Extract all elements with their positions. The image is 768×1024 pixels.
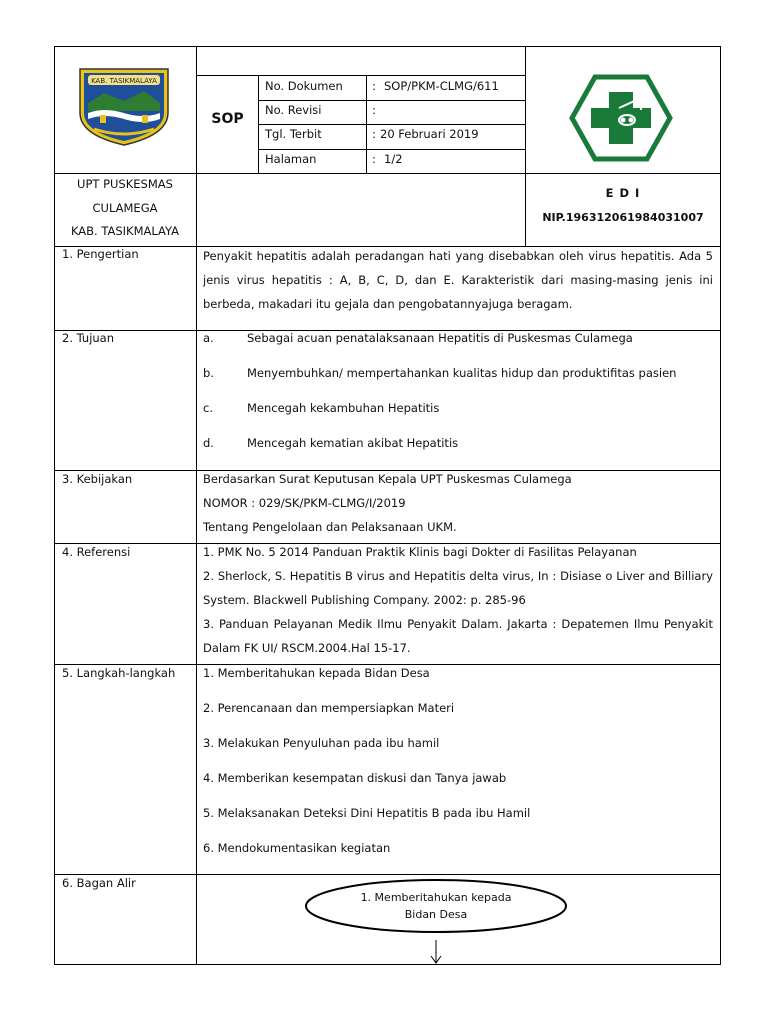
referensi-item-3: 3. Panduan Pelayanan Medik Ilmu Penyakit Dalam. Jakarta : Depatemen Ilmu Penyakit Dalam FK UI/ RSCM.2004.Hal 15-17. xyxy=(203,617,713,655)
section-label-kebijakan: 3. Kebijakan xyxy=(62,472,133,486)
flowchart-node-line-2: Bidan Desa xyxy=(404,908,468,921)
header-rule-5 xyxy=(54,173,721,174)
field-sep-halaman: : xyxy=(372,152,376,166)
tasikmalaya-shield-logo xyxy=(74,63,174,148)
section-label-langkah: 5. Langkah-langkah xyxy=(62,666,176,680)
field-sep-tgl-terbit: : xyxy=(372,127,376,141)
tujuan-mark-b: b. xyxy=(203,366,214,380)
tujuan-mark-c: c. xyxy=(203,401,213,415)
signer-name: E D I xyxy=(605,186,641,200)
border-bottom xyxy=(54,964,721,965)
kebijakan-line-2: NOMOR : 029/SK/PKM-CLMG/I/2019 xyxy=(203,496,406,510)
kebijakan-line-3: Tentang Pengelolaan dan Pelaksanaan UKM. xyxy=(203,520,457,534)
kebijakan-line-1: Berdasarkan Surat Keputusan Kepala UPT Puskesmas Culamega xyxy=(203,472,572,486)
header-rule-1 xyxy=(196,75,525,76)
referensi-item-2: 2. Sherlock, S. Hepatitis B virus and Hepatitis delta virus, In : Disiase o Liver and Billiary System. Blackwell Publishing Company. 2002: p. 285-96 xyxy=(203,569,713,607)
org-line-2: CULAMEGA xyxy=(92,201,158,215)
label-column-divider xyxy=(196,46,197,965)
border-top xyxy=(54,46,721,47)
langkah-step-2: 2. Perencanaan dan mempersiapkan Materi xyxy=(203,701,455,715)
flowchart-node-1 xyxy=(306,880,566,932)
sop-document xyxy=(54,46,721,965)
section-rule-3 xyxy=(54,470,721,471)
border-right xyxy=(720,46,721,965)
pengertian-text: Penyakit hepatitis adalah peradangan hati yang disebabkan oleh virus hepatitis. Ada 5 jenis virus hepatitis : A, B, C, D, dan E. Karakteristik dari masing-masing jenis ini berbeda, makadari itu gejala dan pengobatannyajuga beragam. xyxy=(203,249,713,311)
langkah-step-6: 6. Mendokumentasikan kegiatan xyxy=(203,841,391,855)
section-label-pengertian: 1. Pengertian xyxy=(62,247,139,261)
section-label-referensi: 4. Referensi xyxy=(62,545,131,559)
field-sep-no-revisi: : xyxy=(372,103,376,117)
referensi-item-1: 1. PMK No. 5 2014 Panduan Praktik Klinis bagi Dokter di Fasilitas Pelayanan xyxy=(203,545,637,559)
langkah-step-4: 4. Memberikan kesempatan diskusi dan Tanya jawab xyxy=(203,771,507,785)
tujuan-item-c: Mencegah kekambuhan Hepatitis xyxy=(247,401,440,415)
langkah-step-5: 5. Melaksanakan Deteksi Dini Hepatitis B pada ibu Hamil xyxy=(203,806,531,820)
field-label-no-revisi: No. Revisi xyxy=(265,103,322,117)
field-label-no-dokumen: No. Dokumen xyxy=(265,79,343,93)
section-label-tujuan: 2. Tujuan xyxy=(62,331,115,345)
header-rule-3 xyxy=(258,124,525,125)
header-rule-4 xyxy=(258,149,525,150)
sop-label: SOP xyxy=(211,111,244,127)
section-rule-4 xyxy=(54,543,721,544)
org-line-3: KAB. TASIKMALAYA xyxy=(70,224,180,238)
field-value-halaman: 1/2 xyxy=(384,152,403,166)
tujuan-item-b: Menyembuhkan/ mempertahankan kualitas hidup dan produktifitas pasien xyxy=(247,366,677,380)
section-rule-5 xyxy=(54,664,721,665)
tujuan-mark-d: d. xyxy=(203,436,214,450)
section-rule-6 xyxy=(54,874,721,875)
puskesmas-cross-logo xyxy=(569,74,673,162)
tujuan-item-d: Mencegah kematian akibat Hepatitis xyxy=(247,436,459,450)
tujuan-mark-a: a. xyxy=(203,331,214,345)
section-label-bagan: 6. Bagan Alir xyxy=(62,876,136,890)
field-value-no-dokumen: SOP/PKM-CLMG/611 xyxy=(384,79,499,93)
tujuan-item-a: Sebagai acuan penatalaksanaan Hepatitis di Puskesmas Culamega xyxy=(247,331,633,345)
field-label-halaman: Halaman xyxy=(265,152,317,166)
field-label-tgl-terbit: Tgl. Terbit xyxy=(265,127,322,141)
logo-text: KAB. TASIKMALAYA xyxy=(91,77,157,85)
header-rule-2 xyxy=(258,100,525,101)
field-sep-no-dokumen: : xyxy=(372,79,376,93)
flowchart-node-line-1: 1. Memberitahukan kepada xyxy=(360,891,512,904)
signer-nip: NIP.196312061984031007 xyxy=(542,211,704,224)
org-line-1: UPT PUSKESMAS xyxy=(77,177,173,191)
langkah-step-1: 1. Memberitahukan kepada Bidan Desa xyxy=(203,666,430,680)
field-value-tgl-terbit: 20 Februari 2019 xyxy=(380,127,479,141)
langkah-step-3: 3. Melakukan Penyuluhan pada ibu hamil xyxy=(203,736,440,750)
